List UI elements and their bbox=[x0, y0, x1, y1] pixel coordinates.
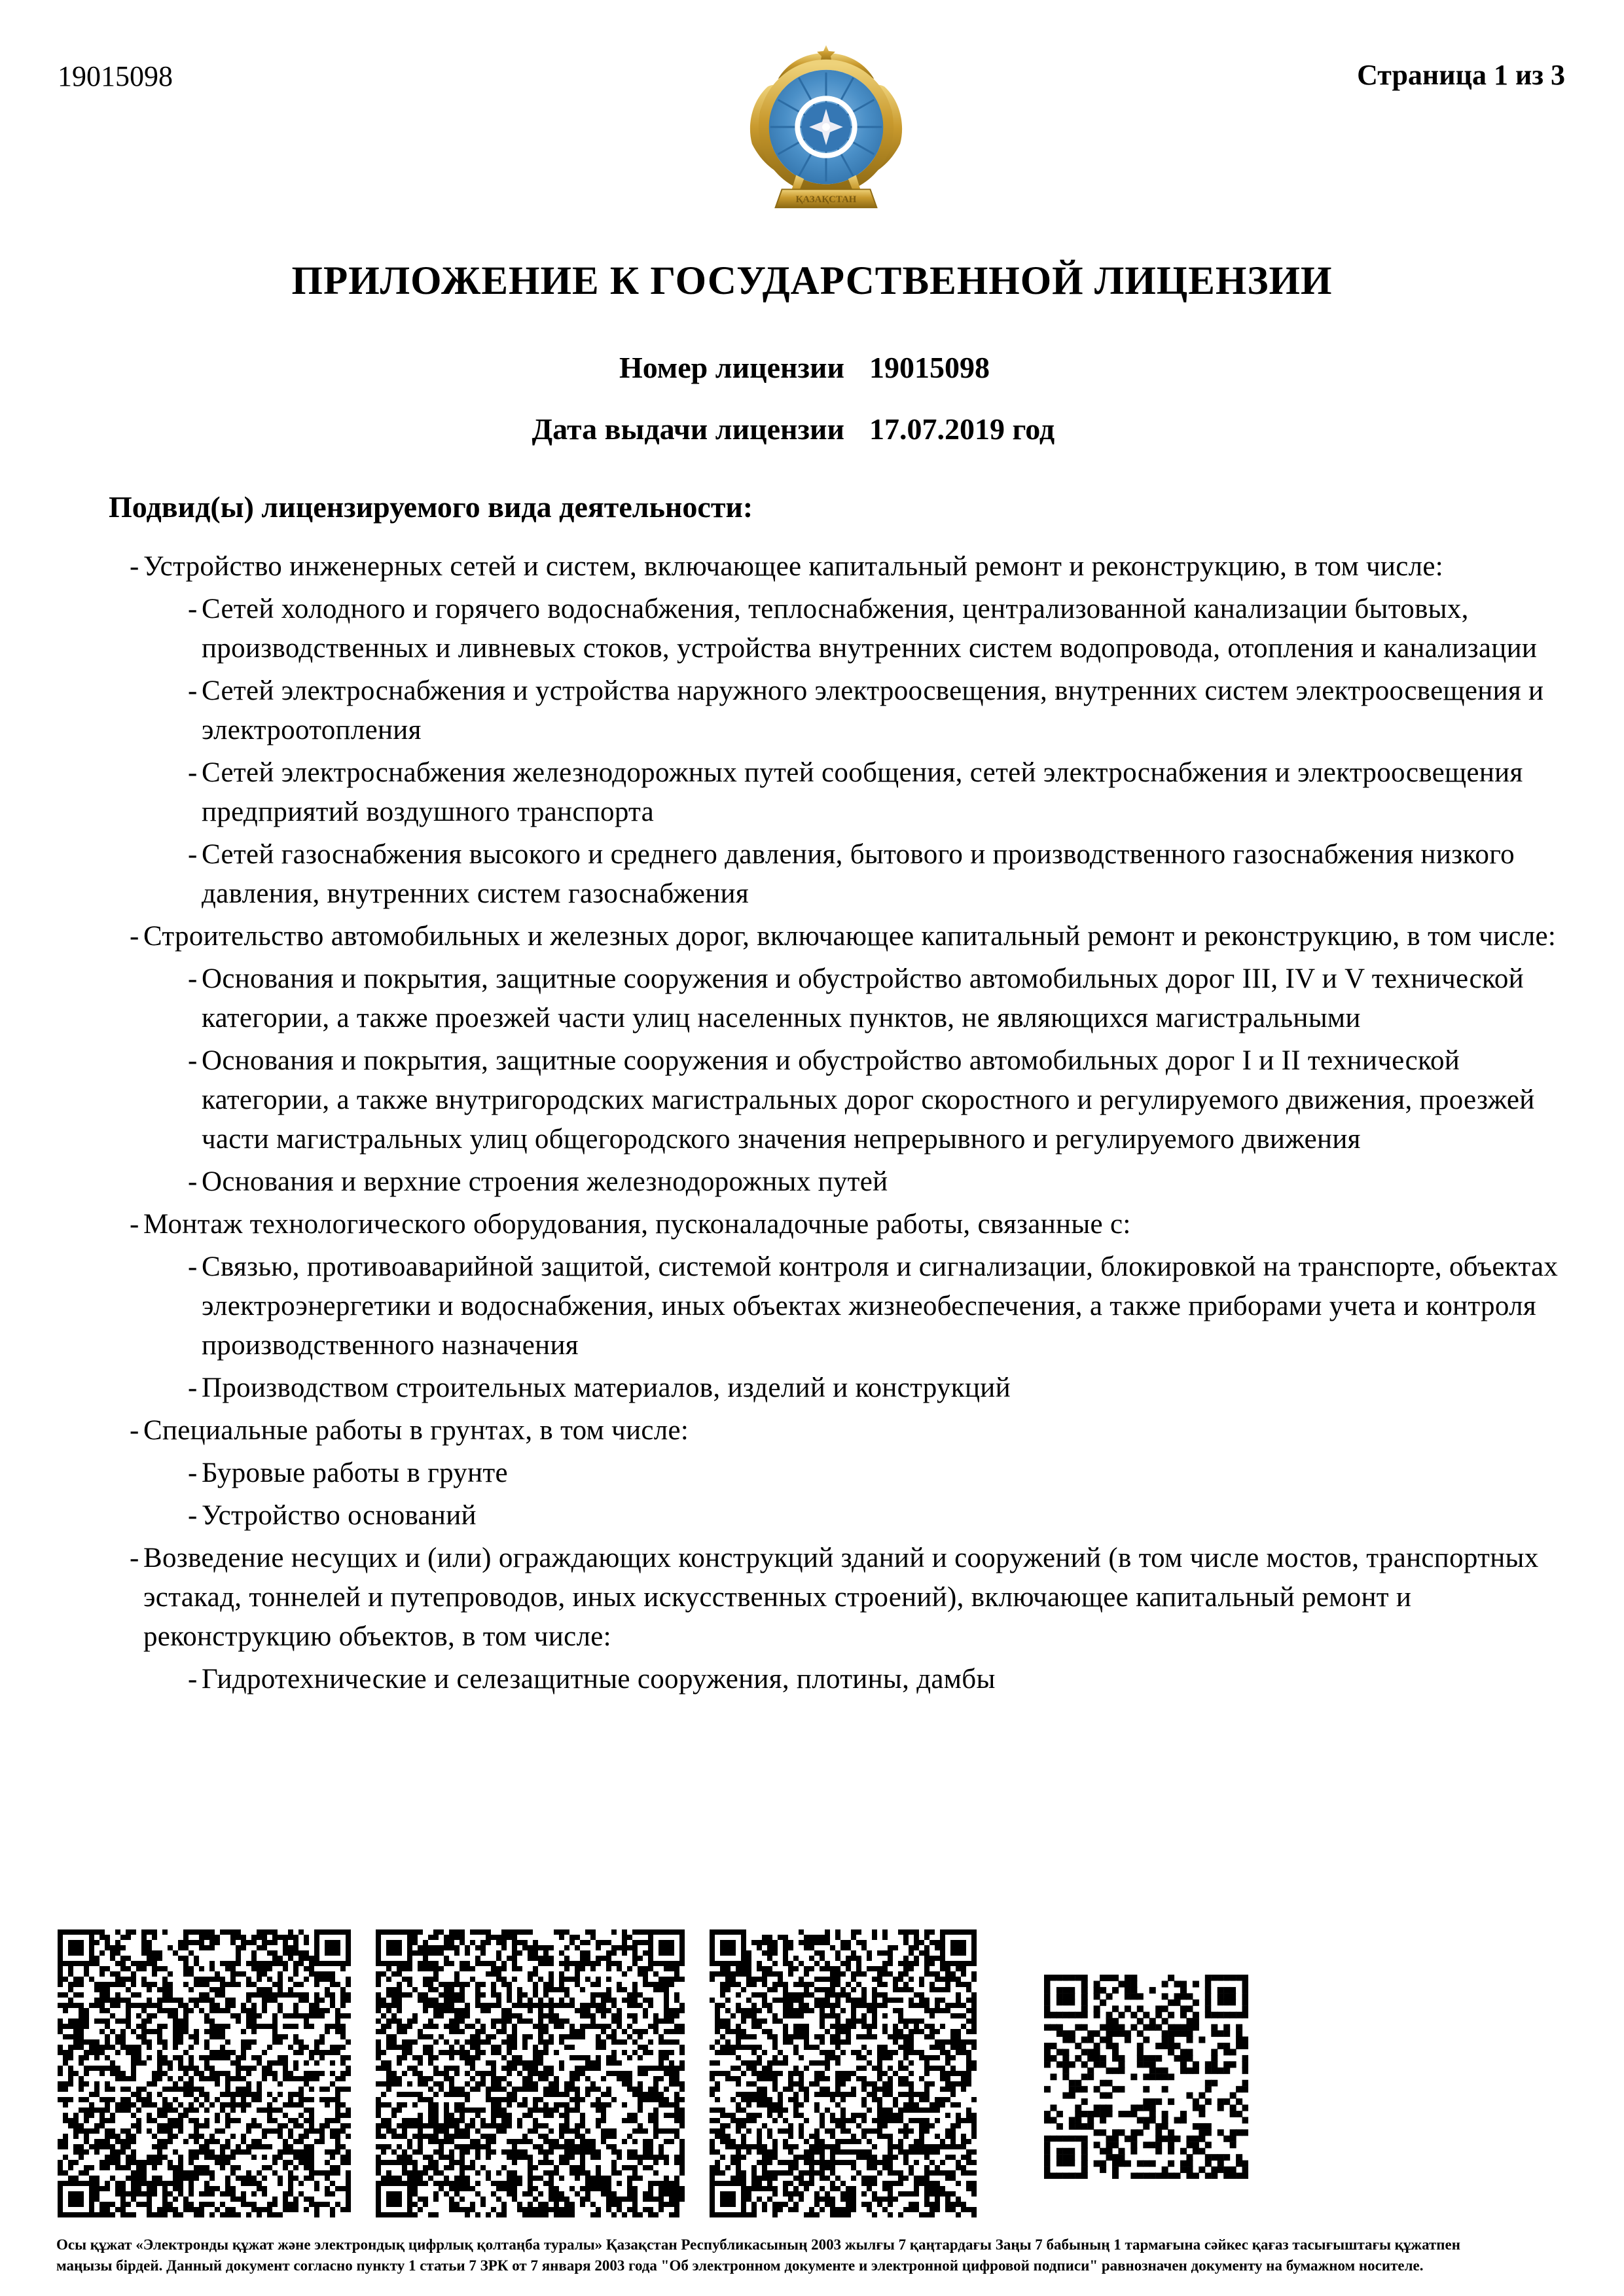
subtype-child-text: Сетей газоснабжения высокого и среднего давления, бытового и производственного газоснабжения низкого давления, внутренних систем газоснабжения bbox=[202, 839, 1515, 909]
subtype-children-list bbox=[0, 1454, 1624, 1535]
legal-footer-line-kk: Осы құжат «Электронды құжат және электрондық цифрлық қолтаңба туралы» Қазақстан Республикасының 2003 жылғы 7 қаңтардағы Заңы 7 бабының 1 тармағына сәйкес қағаз тасығыштағы құжатпен bbox=[56, 2236, 1461, 2253]
license-issue-date-label: Дата выдачи лицензии bbox=[532, 412, 844, 446]
subtype-children-list bbox=[0, 590, 1624, 914]
subtype-child-item bbox=[0, 1660, 1624, 1699]
subtype-child-item bbox=[0, 1369, 1624, 1408]
subtype-child-item bbox=[0, 672, 1624, 750]
dash-bullet-icon: - bbox=[188, 1664, 198, 1695]
subtype-child-item bbox=[0, 1496, 1624, 1535]
signature-barcode-3 bbox=[710, 1929, 977, 2220]
subtype-child-item bbox=[0, 1454, 1624, 1493]
subtype-child-text: Сетей электроснабжения железнодорожных путей сообщения, сетей электроснабжения и электроосвещения предприятий воздушного транспорта bbox=[202, 757, 1523, 827]
license-issue-date-row bbox=[0, 411, 1624, 448]
signature-barcode-1 bbox=[58, 1929, 351, 2220]
kazakhstan-coat-of-arms-icon bbox=[742, 41, 911, 221]
page-title: ПРИЛОЖЕНИЕ К ГОСУДАРСТВЕННОЙ ЛИЦЕНЗИИ bbox=[291, 259, 1333, 303]
subtype-item bbox=[0, 1205, 1624, 1244]
dash-bullet-icon: - bbox=[188, 594, 198, 624]
dash-bullet-icon: - bbox=[188, 1500, 198, 1531]
subtype-child-item bbox=[0, 753, 1624, 832]
subtype-child-item bbox=[0, 1041, 1624, 1159]
subtype-children-list bbox=[0, 1247, 1624, 1408]
license-number-label: Номер лицензии bbox=[619, 351, 844, 384]
emblem-banner-text: ҚАЗАҚСТАН bbox=[795, 194, 857, 206]
subtype-children-list bbox=[0, 1660, 1624, 1699]
subtype-child-text: Основания и верхние строения железнодорожных путей bbox=[202, 1166, 888, 1197]
subtype-child-text: Сетей электроснабжения и устройства наружного электроосвещения, внутренних систем электроосвещения и электроотопления bbox=[202, 675, 1544, 745]
subtype-item-text: Строительство автомобильных и железных дорог, включающее капитальный ремонт и реконструкцию, в том числе: bbox=[143, 921, 1557, 952]
signature-barcode-2 bbox=[376, 1929, 685, 2220]
subtypes-section bbox=[0, 547, 1624, 1702]
dash-bullet-icon: - bbox=[188, 757, 198, 788]
dash-bullet-icon: - bbox=[188, 1045, 198, 1076]
subtype-item bbox=[0, 917, 1624, 956]
subtype-child-item bbox=[0, 1247, 1624, 1365]
subtype-child-item bbox=[0, 590, 1624, 668]
subtype-child-text: Основания и покрытия, защитные сооружения и обустройство автомобильных дорог III, IV и V технической категории, а также проезжей части улиц населенных пунктов, не являющихся магистральными bbox=[202, 963, 1524, 1033]
document-number: 19015098 bbox=[58, 60, 173, 92]
subtype-item-text: Устройство инженерных сетей и систем, включающее капитальный ремонт и реконструкцию, в том числе: bbox=[143, 551, 1444, 582]
dash-bullet-icon: - bbox=[188, 1166, 198, 1197]
subtype-item-text: Специальные работы в грунтах, в том числе: bbox=[143, 1415, 689, 1446]
subtype-child-text: Производством строительных материалов, изделий и конструкций bbox=[202, 1372, 1011, 1403]
dash-bullet-icon: - bbox=[188, 1251, 198, 1282]
dash-bullet-icon: - bbox=[130, 1209, 139, 1240]
dash-bullet-icon: - bbox=[130, 921, 139, 952]
subtype-item bbox=[0, 1411, 1624, 1450]
dash-bullet-icon: - bbox=[130, 551, 139, 582]
license-number-value: 19015098 bbox=[869, 351, 990, 384]
verification-qr-code bbox=[1044, 1975, 1248, 2179]
dash-bullet-icon: - bbox=[188, 1372, 198, 1403]
subtype-child-text: Связью, противоаварийной защитой, системой контроля и сигнализации, блокировкой на транспорте, объектах электроэнергетики и водоснабжения, иных объектах жизнеобеспечения, а также приборами учета и контроля производственного назначения bbox=[202, 1251, 1559, 1361]
subtype-item-text: Возведение несущих и (или) ограждающих конструкций зданий и сооружений (в том числе мостов, транспортных эстакад, тоннелей и путепроводов, иных искусственных строений), включающее капитальный ремонт и реконструкцию объектов, в том числе: bbox=[143, 1543, 1539, 1652]
dash-bullet-icon: - bbox=[130, 1415, 139, 1446]
subtype-child-item bbox=[0, 960, 1624, 1038]
dash-bullet-icon: - bbox=[130, 1543, 139, 1573]
subtype-item-text: Монтаж технологического оборудования, пусконаладочные работы, связанные с: bbox=[143, 1209, 1131, 1240]
license-number-row bbox=[0, 350, 1624, 386]
dash-bullet-icon: - bbox=[188, 839, 198, 870]
subtype-child-item bbox=[0, 835, 1624, 914]
subtype-child-item bbox=[0, 1162, 1624, 1202]
legal-footer bbox=[56, 2234, 1581, 2276]
subtype-children-list bbox=[0, 960, 1624, 1202]
page-indicator: Страница 1 из 3 bbox=[1357, 59, 1565, 91]
dash-bullet-icon: - bbox=[188, 963, 198, 994]
legal-footer-line-ru: маңызы бірдей. Данный документ согласно пункту 1 статьи 7 ЗРК от 7 января 2003 года "Об электронном документе и электронной цифровой подписи" равнозначен документу на бумажном носителе. bbox=[56, 2257, 1424, 2274]
subtypes-heading: Подвид(ы) лицензируемого вида деятельности: bbox=[109, 490, 753, 524]
license-issue-date-value: 17.07.2019 год bbox=[869, 412, 1055, 446]
subtype-item bbox=[0, 547, 1624, 586]
subtype-child-text: Сетей холодного и горячего водоснабжения, теплоснабжения, централизованной канализации бытовых, производственных и ливневых стоков, устройства внутренних систем водопровода, отопления и канализации bbox=[202, 594, 1538, 664]
subtype-child-text: Устройство оснований bbox=[202, 1500, 477, 1531]
subtype-item bbox=[0, 1539, 1624, 1657]
subtype-child-text: Буровые работы в грунте bbox=[202, 1458, 508, 1488]
subtype-child-text: Гидротехнические и селезащитные сооружения, плотины, дамбы bbox=[202, 1664, 996, 1695]
subtypes-list bbox=[0, 547, 1624, 1699]
dash-bullet-icon: - bbox=[188, 1458, 198, 1488]
subtype-child-text: Основания и покрытия, защитные сооружения и обустройство автомобильных дорог I и II технической категории, а также внутригородских магистральных дорог скоростного и регулируемого движения, проезжей части магистральных улиц общегородского значения непрерывного и регулируемого движения bbox=[202, 1045, 1535, 1155]
dash-bullet-icon: - bbox=[188, 675, 198, 706]
